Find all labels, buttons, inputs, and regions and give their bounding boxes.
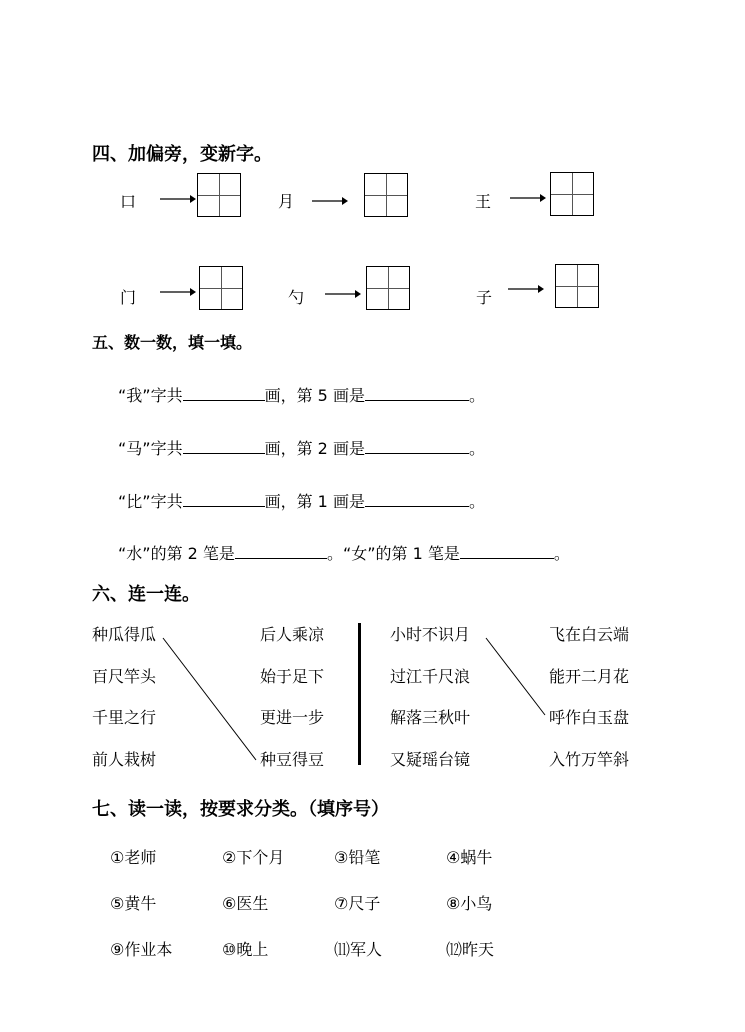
classify-item: ⑿昨天 [446, 940, 495, 959]
answer-blank[interactable] [183, 384, 265, 401]
column-divider [358, 623, 361, 765]
classify-item: ⑥医生 [222, 894, 269, 913]
line-end: 。 [553, 544, 570, 563]
arrow-icon [160, 193, 196, 205]
line-mid: 画，第 1 画是 [264, 492, 365, 511]
radical-base-char: 王 [475, 192, 492, 211]
answer-blank[interactable] [183, 437, 265, 454]
match-line [163, 638, 256, 760]
radical-base-char: 勺 [288, 288, 305, 307]
classify-item: ②下个月 [222, 848, 285, 867]
answer-blank[interactable] [460, 542, 554, 559]
match-item-left-a[interactable]: 种瓜得瓜 [92, 625, 157, 644]
section4-title: 四、加偏旁，变新字。 [92, 144, 272, 165]
match-line [486, 638, 545, 715]
line-prefix: “马”字共 [118, 439, 183, 458]
line-mid: 。“女”的第 1 笔是 [326, 544, 460, 563]
arrow-icon [510, 192, 546, 204]
line-end: 。 [468, 439, 485, 458]
answer-blank[interactable] [365, 490, 469, 507]
section6-title: 六、连一连。 [92, 584, 200, 605]
stroke-count-line [118, 489, 485, 512]
line-prefix: “我”字共 [118, 386, 183, 405]
match-item-right-a[interactable]: 过江千尺浪 [390, 667, 471, 686]
match-item-left-a[interactable]: 千里之行 [92, 708, 157, 727]
line-mid: 画，第 5 画是 [264, 386, 365, 405]
match-item-right-b[interactable]: 能开二月花 [549, 667, 630, 686]
match-item-right-a[interactable]: 小时不识月 [390, 625, 471, 644]
answer-box[interactable] [555, 264, 599, 308]
line-prefix: “水”的第 2 笔是 [118, 544, 235, 563]
classify-item: ③铅笔 [334, 848, 381, 867]
match-item-left-b[interactable]: 更进一步 [260, 708, 325, 727]
line-prefix: “比”字共 [118, 492, 183, 511]
match-item-right-b[interactable]: 飞在白云端 [549, 625, 630, 644]
stroke-order-line [118, 541, 570, 564]
classify-item: ⑤黄牛 [110, 894, 157, 913]
answer-blank[interactable] [365, 384, 469, 401]
match-item-right-a[interactable]: 又疑瑶台镜 [390, 750, 471, 769]
section7-title: 七、读一读，按要求分类。（填序号） [92, 799, 389, 820]
arrow-icon [312, 195, 348, 207]
radical-base-char: 口 [120, 192, 137, 211]
match-item-right-a[interactable]: 解落三秋叶 [390, 708, 471, 727]
answer-blank[interactable] [235, 542, 327, 559]
line-end: 。 [468, 386, 485, 405]
radical-base-char: 门 [120, 288, 137, 307]
answer-box[interactable] [197, 173, 241, 217]
classify-item: ⑩晚上 [222, 940, 269, 959]
answer-box[interactable] [364, 173, 408, 217]
match-item-right-b[interactable]: 呼作白玉盘 [549, 708, 630, 727]
classify-item: ⑦尺子 [334, 894, 381, 913]
radical-base-char: 月 [278, 192, 295, 211]
answer-box[interactable] [550, 172, 594, 216]
match-item-left-b[interactable]: 后人乘凉 [260, 625, 325, 644]
match-item-left-a[interactable]: 前人栽树 [92, 750, 157, 769]
stroke-count-line [118, 436, 485, 459]
classify-item: ⑾军人 [334, 940, 383, 959]
classify-item: ⑧小鸟 [446, 894, 493, 913]
match-item-right-b[interactable]: 入竹万竿斜 [549, 750, 630, 769]
answer-box[interactable] [366, 266, 410, 310]
answer-blank[interactable] [365, 437, 469, 454]
line-mid: 画，第 2 画是 [264, 439, 365, 458]
classify-item: ⑨作业本 [110, 940, 173, 959]
section5-title: 五、数一数，填一填。 [92, 333, 253, 352]
match-item-left-a[interactable]: 百尺竿头 [92, 667, 157, 686]
answer-blank[interactable] [183, 490, 265, 507]
radical-base-char: 子 [476, 288, 493, 307]
arrow-icon [160, 286, 196, 298]
answer-box[interactable] [199, 266, 243, 310]
classify-item: ①老师 [110, 848, 157, 867]
match-item-left-b[interactable]: 始于足下 [260, 667, 325, 686]
stroke-count-line [118, 383, 485, 406]
arrow-icon [325, 288, 361, 300]
classify-item: ④蜗牛 [446, 848, 493, 867]
match-item-left-b[interactable]: 种豆得豆 [260, 750, 325, 769]
line-end: 。 [468, 492, 485, 511]
arrow-icon [508, 283, 544, 295]
